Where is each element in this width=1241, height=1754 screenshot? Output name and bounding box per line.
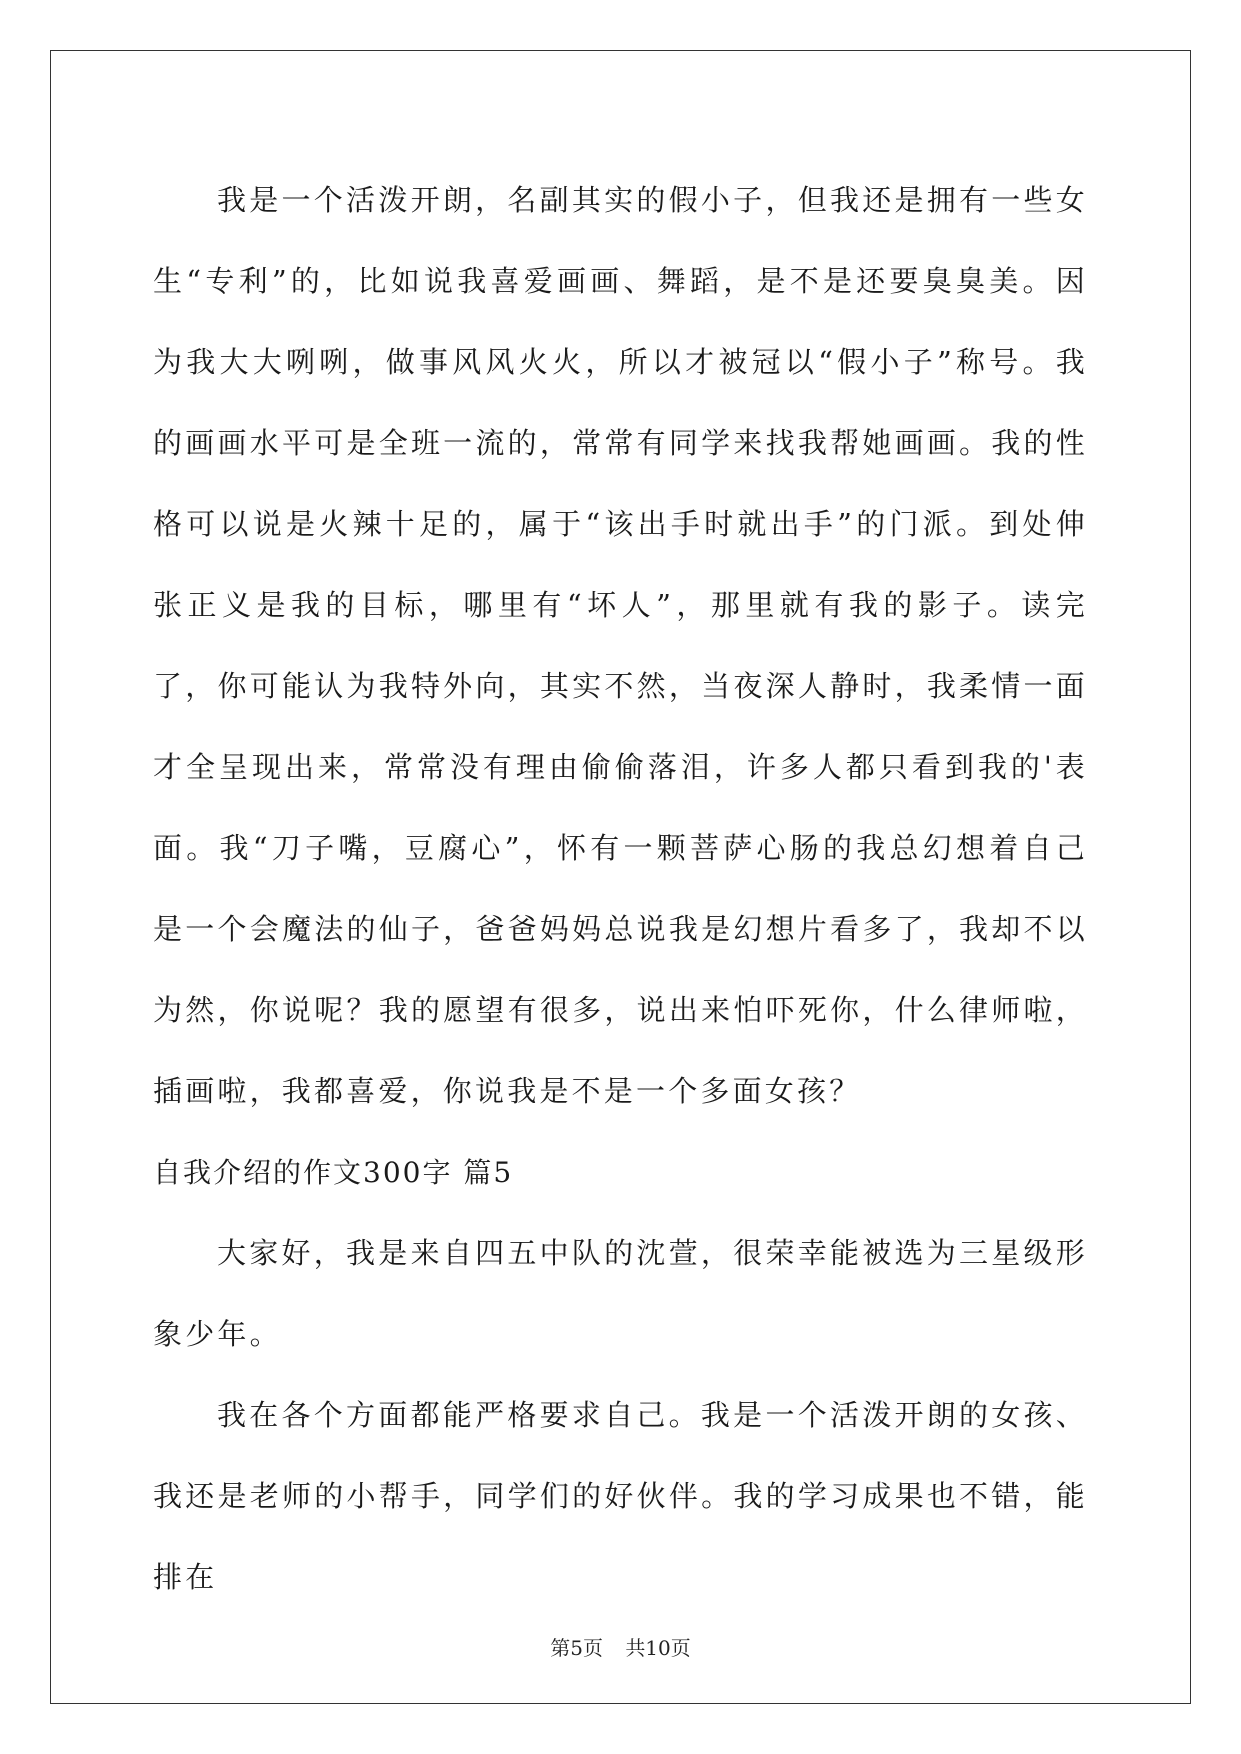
section-heading: 自我介绍的作文300字 篇5 (153, 1156, 514, 1189)
page-footer (0, 1632, 1241, 1661)
paragraph-3: 我在各个方面都能严格要求自己。我是一个活泼开朗的女孩、我还是老师的小帮手，同学们的好伙伴。我的学习成果也不错，能排在 (153, 1398, 1088, 1594)
total-pages: 共10页 (625, 1636, 691, 1660)
document-body (153, 160, 1088, 1618)
page-number: 第5页 (550, 1636, 603, 1660)
paragraph-2: 大家好，我是来自四五中队的沈萱，很荣幸能被选为三星级形象少年。 (153, 1236, 1088, 1351)
paragraph-1: 我是一个活泼开朗，名副其实的假小子，但我还是拥有一些女生“专利”的，比如说我喜爱画画、舞蹈，是不是还要臭臭美。因为我大大咧咧，做事风风火火，所以才被冠以“假小子”称号。我的画画水平可是全班一流的，常常有同学来找我帮她画画。我的性格可以说是火辣十足的，属于“该出手时就出手”的门派。到处伸张正义是我的目标，哪里有“坏人”，那里就有我的影子。读完了，你可能认为我特外向，其实不然，当夜深人静时，我柔情一面才全呈现出来，常常没有理由偷偷落泪，许多人都只看到我的'表面。我“刀子嘴，豆腐心”，怀有一颗菩萨心肠的我总幻想着自己是一个会魔法的仙子，爸爸妈妈总说我是幻想片看多了，我却不以为然，你说呢？我的愿望有很多，说出来怕吓死你，什么律师啦，插画啦，我都喜爱，你说我是不是一个多面女孩？ (153, 183, 1088, 1108)
